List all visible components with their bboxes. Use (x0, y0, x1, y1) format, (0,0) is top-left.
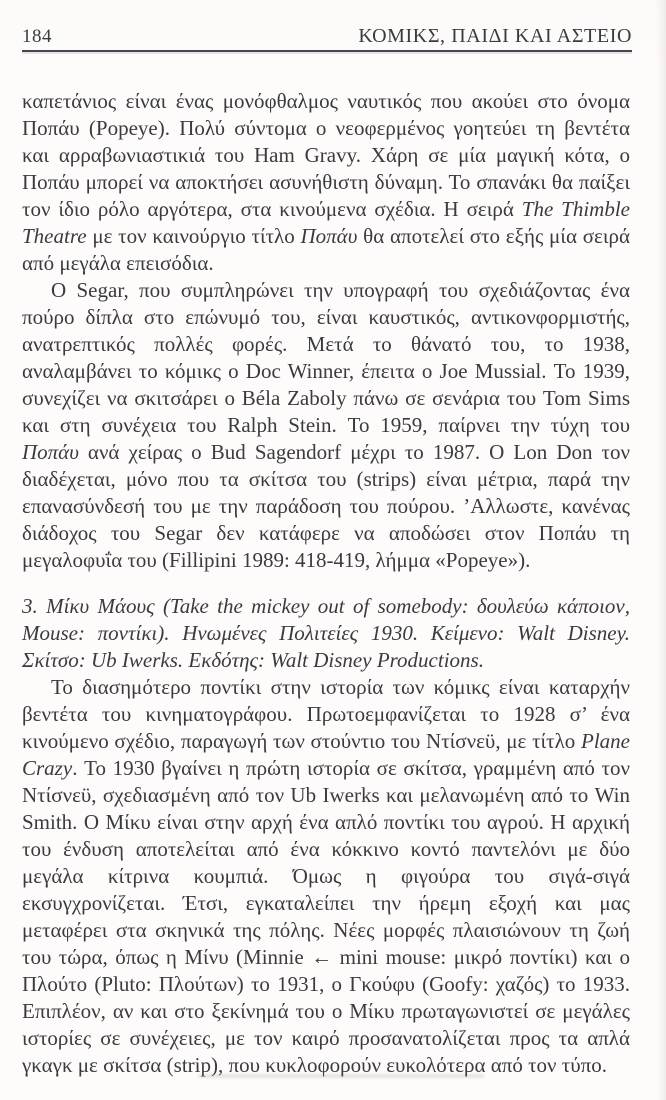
scan-edge-shadow (656, 0, 666, 1100)
body-text (22, 88, 630, 1079)
section-heading: 3. Μίκυ Μάους (Take the mickey out of somebody: δουλεύω κάποιον, Mouse: ποντίκι). Ηνωμένες Πολιτείες 1930. Κείμενο: Walt Disney. Σκίτσο: Ub Iwerks. Εκδότης: Walt Disney Productions. (22, 594, 630, 672)
body-paragraph: καπετάνιος είναι ένας μονόφθαλμος ναυτικός που ακούει στο όνομα Ποπάυ (Popeye). Πολύ σύντομα ο νεοφερμένος γοητεύει τη βεντέτα και αρραβωνιαστικιά του Ham Gravy. Χάρη σε μία μαγική κότα, ο Ποπάυ μπορεί να αποκτήσει ασυνήθιστη δύναμη. Το σπανάκι θα παίξει τον ίδιο ρόλο αργότερα, στα κινούμενα σχέδια. Η σειρά The Thimble Theatre με τον καινούργιο τίτλο Ποπάυ θα αποτελεί στο εξής μία σειρά από μεγάλα επεισόδια. (22, 89, 630, 275)
page-number: 184 (22, 26, 52, 47)
body-paragraph: Το διασημότερο ποντίκι στην ιστορία των κόμικς είναι καταρχήν βεντέτα του κινηματογράφου. Πρωτοεμφανίζεται το 1928 σ’ ένα κινούμενο σχέδιο, παραγωγή των στούντιο του Ντίσνεϋ, με τίτλο Plane Crazy. Το 1930 βγαίνει η πρώτη ιστορία σε σκίτσα, γραμμένη από τον Ντίσνεϋ, σχεδιασμένη από τον Ub Iwerks και μελανωμένη από το Win Smith. Ο Μίκυ είναι στην αρχή ένα απλό ποντίκι του αγρού. Η αρχική του ένδυση αποτελείται από ένα κόκκινο κοντό παντελόνι με δύο μεγάλα κίτρινα κουμπιά. Όμως η φιγούρα του σιγά-σιγά εκσυγχρονίζεται. Έτσι, εγκαταλείπει την ήρεμη εξοχή και μας μεταφέρει στα σκηνικά της πόλης. Νέες μορφές πλαισιώνουν τη ζωή του τώρα, όπως η Μίνυ (Minnie ← mini mouse: μικρό ποντίκι) και ο Πλούτο (Pluto: Πλούτων) το 1931, ο Γκούφυ (Goofy: χαζός) το 1933. Επιπλέον, αν και στο ξεκίνημά του ο Μίκυ πρωταγωνιστεί σε μεγάλες ιστορίες σε συνέχειες, με τον καιρό προσανατολίζεται προς τα απλά γκαγκ με σκίτσα (strip), που κυκλοφορούν ευκολότερα από τον τύπο. (22, 675, 630, 1077)
running-title: ΚΟΜΙΚΣ, ΠΑΙΔΙ ΚΑΙ ΑΣΤΕΙΟ (358, 25, 632, 47)
page-header (22, 26, 632, 52)
body-paragraph: Ο Segar, που συμπληρώνει την υπογραφή του σχεδιάζοντας ένα πούρο δίπλα στο επώνυμό του, είναι καυστικός, αντικονφορμιστής, ανατρεπτικός πολλές φορές. Μετά το θάνατό του, το 1938, αναλαμβάνει το κόμικς ο Doc Winner, έπειτα ο Joe Mussial. Το 1939, συνεχίζει να σκιτσάρει ο Béla Zaboly πάνω σε σενάρια του Tom Sims και στη συνέχεια του Ralph Stein. Το 1959, παίρνει την τύχη του Ποπάυ ανά χείρας ο Bud Sagendorf μέχρι το 1987. Ο Lon Don τον διαδέχεται, μόνο που τα σκίτσα του (strips) είναι μέτρια, παρά την επανασύνδεσή του με την παράδοση του πούρου. ’Αλλωστε, κανένας διάδοχος του Segar δεν κατάφερε να αποδώσει στον Ποπάυ τη μεγαλοφυΐα του (Fillipini 1989: 418-419, λήμμα «Popeye»). (22, 278, 630, 572)
